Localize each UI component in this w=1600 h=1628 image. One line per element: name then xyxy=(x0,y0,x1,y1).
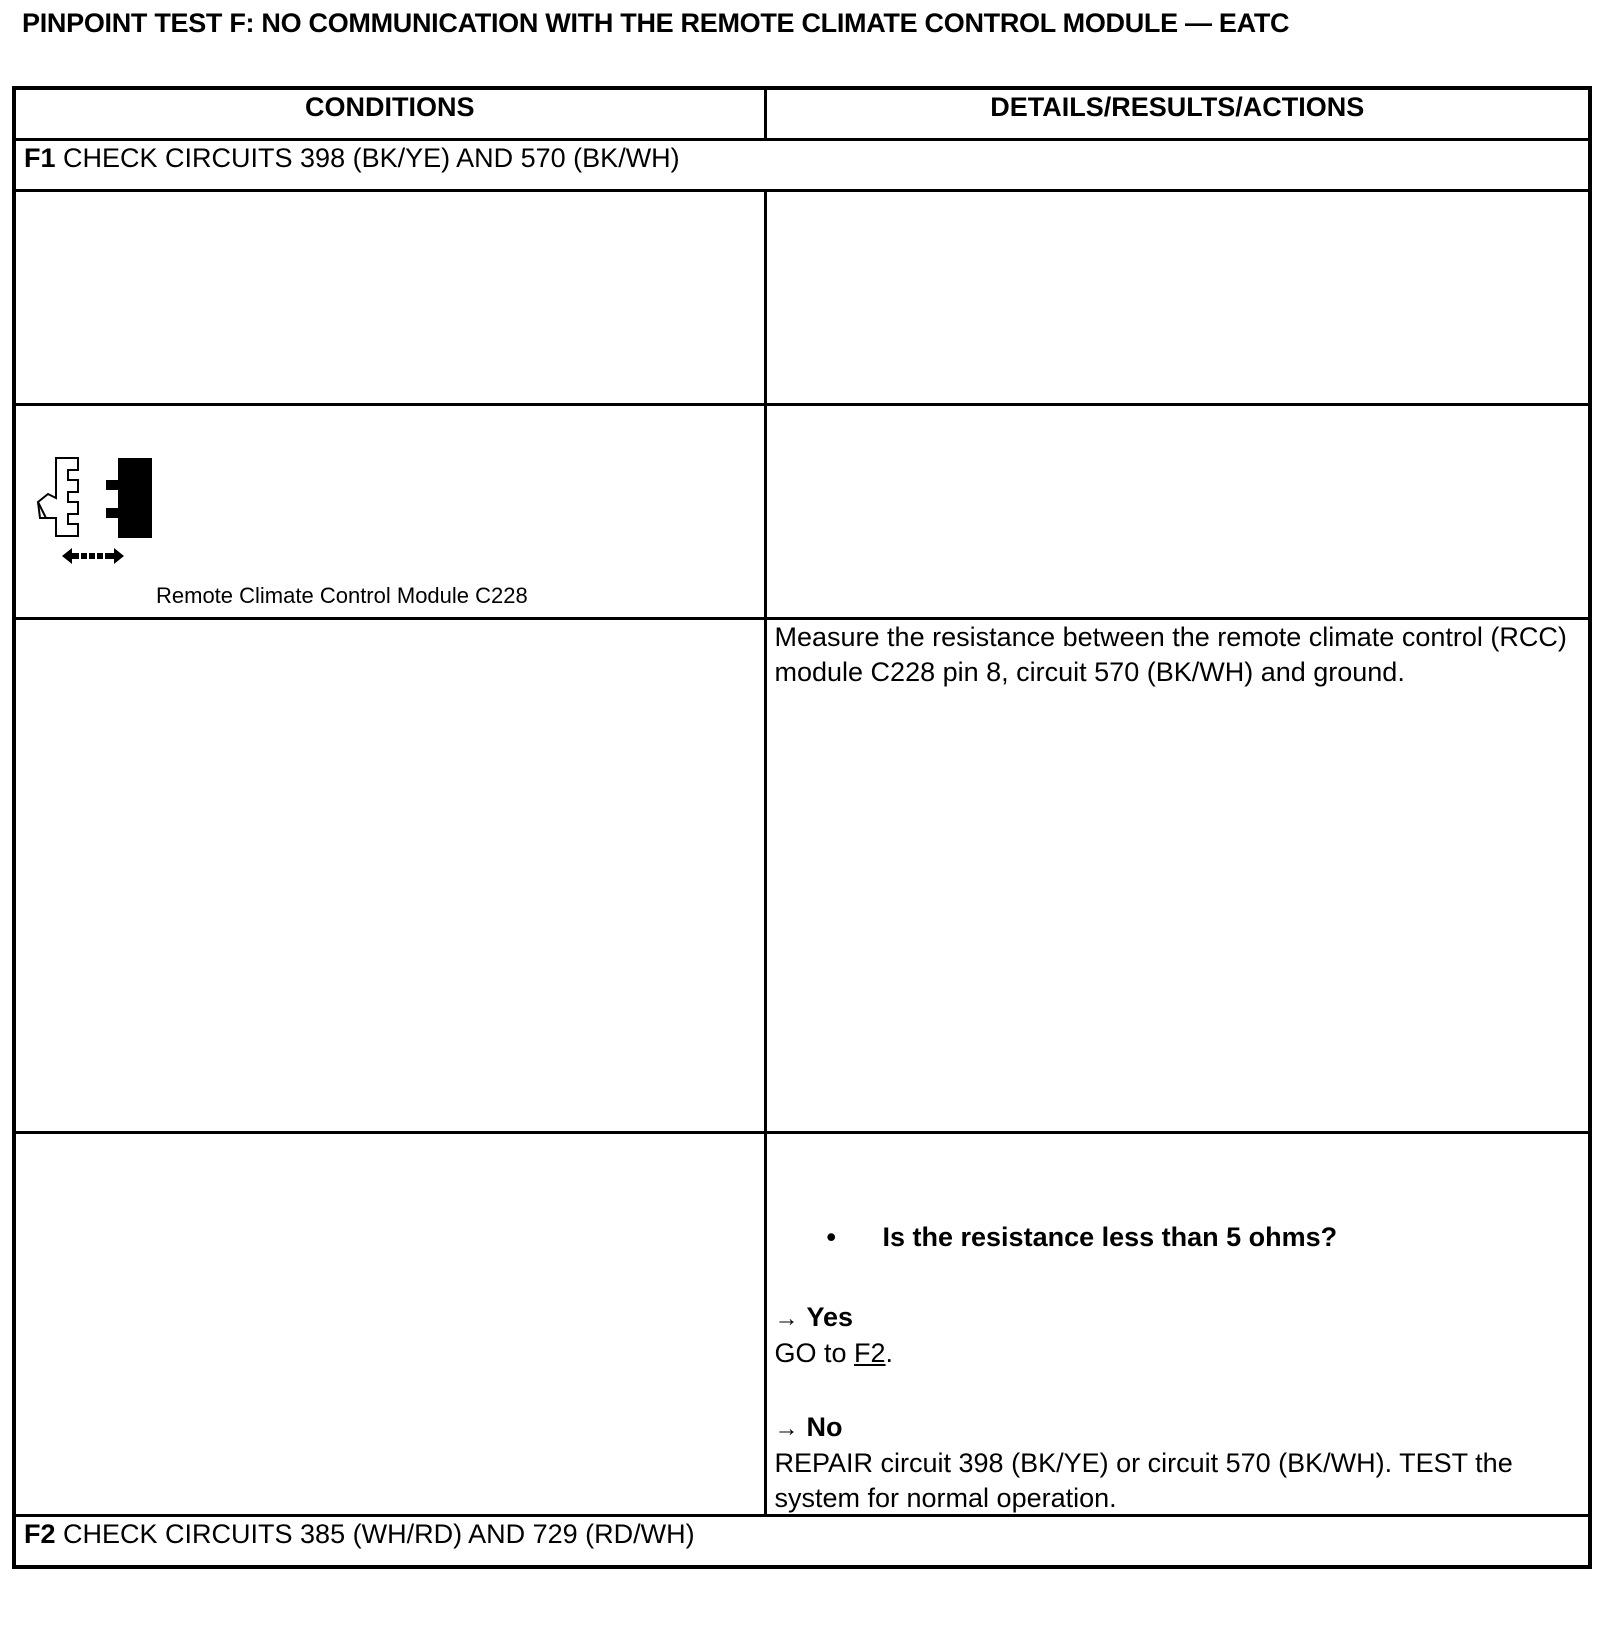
connector-row xyxy=(14,405,1590,619)
no-action-text: REPAIR circuit 398 (BK/YE) or circuit 570 (BK/WH). TEST the system for normal operation. xyxy=(774,1448,1513,1513)
yes-suffix: . xyxy=(885,1338,894,1368)
question-text: Is the resistance less than 5 ohms? xyxy=(882,1222,1338,1252)
conditions-cell xyxy=(14,619,765,1133)
details-cell xyxy=(765,191,1590,405)
arrow-right-icon: → xyxy=(774,1305,799,1332)
conditions-cell xyxy=(14,191,765,405)
header-row xyxy=(14,88,1590,140)
arrow-right-icon: → xyxy=(774,1415,799,1442)
measure-row xyxy=(14,619,1590,1133)
result-row xyxy=(14,1133,1590,1516)
connector-disconnect-icon xyxy=(26,456,152,572)
no-label: No xyxy=(806,1412,843,1442)
details-cell xyxy=(765,405,1590,619)
conditions-cell xyxy=(14,1133,765,1516)
step-id: F2 xyxy=(24,1519,56,1549)
goto-f2-link[interactable]: F2 xyxy=(854,1338,886,1368)
step-f1-heading xyxy=(14,140,1590,191)
results-cell xyxy=(765,1133,1590,1516)
step-id: F1 xyxy=(24,143,56,173)
bullet-icon: • xyxy=(826,1222,836,1252)
details-header: DETAILS/RESULTS/ACTIONS xyxy=(765,88,1590,140)
connector-caption: Remote Climate Control Module C228 xyxy=(156,583,528,608)
step-f2-heading xyxy=(14,1516,1590,1568)
measure-instruction: Measure the resistance between the remote climate control (RCC) module C228 pin 8, circuit 570 (BK/WH) and ground. xyxy=(765,619,1590,1133)
step-f1-row xyxy=(14,140,1590,191)
page-title: PINPOINT TEST F: NO COMMUNICATION WITH THE REMOTE CLIMATE CONTROL MODULE — EATC xyxy=(22,8,1290,38)
answer-yes xyxy=(775,1300,1581,1371)
answer-no xyxy=(775,1410,1581,1516)
blank-row xyxy=(14,191,1590,405)
step-f2-row xyxy=(14,1516,1590,1568)
conditions-cell xyxy=(14,405,765,619)
question xyxy=(827,1220,1338,1255)
conditions-header: CONDITIONS xyxy=(14,88,765,140)
yes-prefix: GO to xyxy=(774,1338,855,1368)
pinpoint-test-table xyxy=(12,86,1592,1569)
step-title: CHECK CIRCUITS 398 (BK/YE) AND 570 (BK/WH) xyxy=(63,143,680,173)
step-title: CHECK CIRCUITS 385 (WH/RD) AND 729 (RD/WH) xyxy=(63,1519,695,1549)
yes-label: Yes xyxy=(806,1302,854,1332)
